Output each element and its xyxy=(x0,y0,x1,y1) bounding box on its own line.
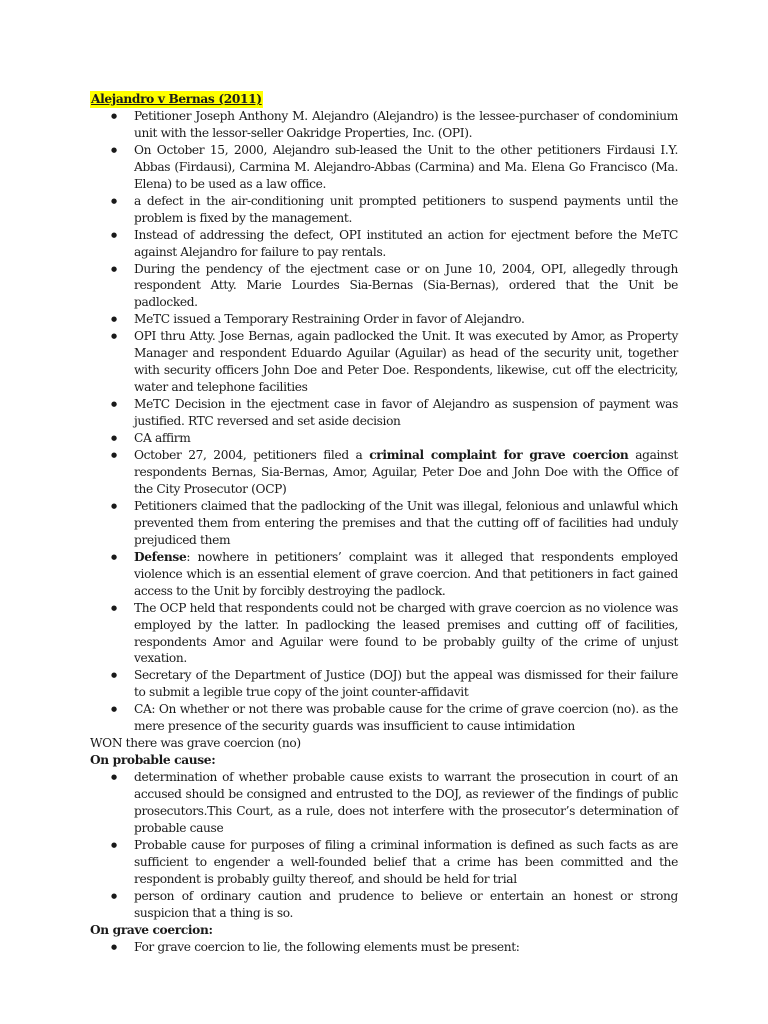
list-item: ● MeTC issued a Temporary Restraining Order in favor of Alejandro. xyxy=(134,311,678,328)
list-item: ● a defect in the air-conditioning unit prompted petitioners to suspend payments until the problem is fixed by the management. xyxy=(134,193,678,227)
defense-label: Defense xyxy=(134,549,187,564)
list-item: ● CA: On whether or not there was probable cause for the crime of grave coercion (no). as the mere presence of the security guards was insufficient to cause intimidation xyxy=(134,701,678,735)
list-item: ● MeTC Decision in the ejectment case in favor of Alejandro as suspension of payment was justified. RTC reversed and set aside decision xyxy=(134,396,678,430)
defense-text: : nowhere in petitioners’ complaint was it alleged that respondents employed violence which is an essential element of grave coercion. And that petitioners in fact gained access to the Unit by forcibly destroying the padlock. xyxy=(134,549,678,598)
list-item: ● The OCP held that respondents could not be charged with grave coercion as no violence was employed by the latter. In padlocking the leased premises and cutting off of facilities, respondents Amor and Aguilar were found to be probably guilty of the crime of unjust vexation. xyxy=(134,600,678,668)
case-title: Alejandro v Bernas (2011) xyxy=(91,92,262,106)
issue-line: WON there was grave coercion (no) xyxy=(90,736,301,751)
list-item: ● During the pendency of the ejectment case or on June 10, 2004, OPI, allegedly through respondent Atty. Marie Lourdes Sia-Bernas (Sia-Bernas), ordered that the Unit be padlocked. xyxy=(134,261,678,312)
facts-list xyxy=(90,108,678,735)
list-item: ● CA affirm xyxy=(134,430,678,447)
grave-coercion-list xyxy=(90,939,678,956)
list-item-complaint xyxy=(134,447,678,498)
list-item: ● On October 15, 2000, Alejandro sub-leased the Unit to the other petitioners Firdausi I.Y. Abbas (Firdausi), Carmina M. Alejandro-Abbas (Carmina) and Ma. Elena Go Francisco (Ma. Elena) to be used as a law office. xyxy=(134,142,678,193)
list-item: ● determination of whether probable cause exists to warrant the prosecution in court of an accused should be consigned and entrusted to the DOJ, as reviewer of the findings of public prosecutors.This Court, as a rule, does not interfere with the prosecutor’s determination of probable cause xyxy=(134,769,678,837)
probable-cause-heading-text: On probable cause xyxy=(90,753,212,768)
case-title-line xyxy=(90,91,678,108)
complaint-text-after: against respondents Bernas, Sia-Bernas, Amor, Aguilar, Peter Doe and John Doe with the Office of the City Prosecutor (OCP) xyxy=(134,448,678,496)
list-item: ● Petitioner Joseph Anthony M. Alejandro (Alejandro) is the lessee-purchaser of condominium unit with the lessor-seller Oakridge Properties, Inc. (OPI). xyxy=(134,108,678,142)
grave-coercion-heading-text: On grave coercion xyxy=(90,922,209,937)
list-item: ● Petitioners claimed that the padlocking of the Unit was illegal, felonious and unlawful which prevented them from entering the premises and that the cutting off of facilities had unduly prejudiced them xyxy=(134,498,678,549)
list-item-defense xyxy=(134,549,678,600)
probable-cause-heading xyxy=(90,752,678,769)
complaint-text-before: October 27, 2004, petitioners filed a xyxy=(134,448,370,463)
heading-colon: : xyxy=(211,753,216,768)
list-item: ● person of ordinary caution and prudence to believe or entertain an honest or strong suspicion that a thing is so. xyxy=(134,888,678,922)
grave-coercion-heading xyxy=(90,922,678,939)
document-body xyxy=(90,91,678,956)
list-item: ● Secretary of the Department of Justice (DOJ) but the appeal was dismissed for their failure to submit a legible true copy of the joint counter-affidavit xyxy=(134,667,678,701)
list-item: ● For grave coercion to lie, the following elements must be present: xyxy=(134,939,678,956)
list-item: ● Probable cause for purposes of filing a criminal information is defined as such facts as are sufficient to engender a well-founded belief that a crime has been committed and the respondent is probably guilty thereof, and should be held for trial xyxy=(134,837,678,888)
list-item: ● Instead of addressing the defect, OPI instituted an action for ejectment before the MeTC against Alejandro for failure to pay rentals. xyxy=(134,227,678,261)
heading-colon: : xyxy=(208,922,213,937)
complaint-bold: criminal complaint for grave coercion xyxy=(369,448,629,463)
list-item: ● OPI thru Atty. Jose Bernas, again padlocked the Unit. It was executed by Amor, as Property Manager and respondent Eduardo Aguilar (Aguilar) as head of the security unit, together with security officers John Doe and Peter Doe. Respondents, likewise, cut off the electricity, water and telephone facilities xyxy=(134,328,678,396)
probable-cause-list xyxy=(90,769,678,922)
